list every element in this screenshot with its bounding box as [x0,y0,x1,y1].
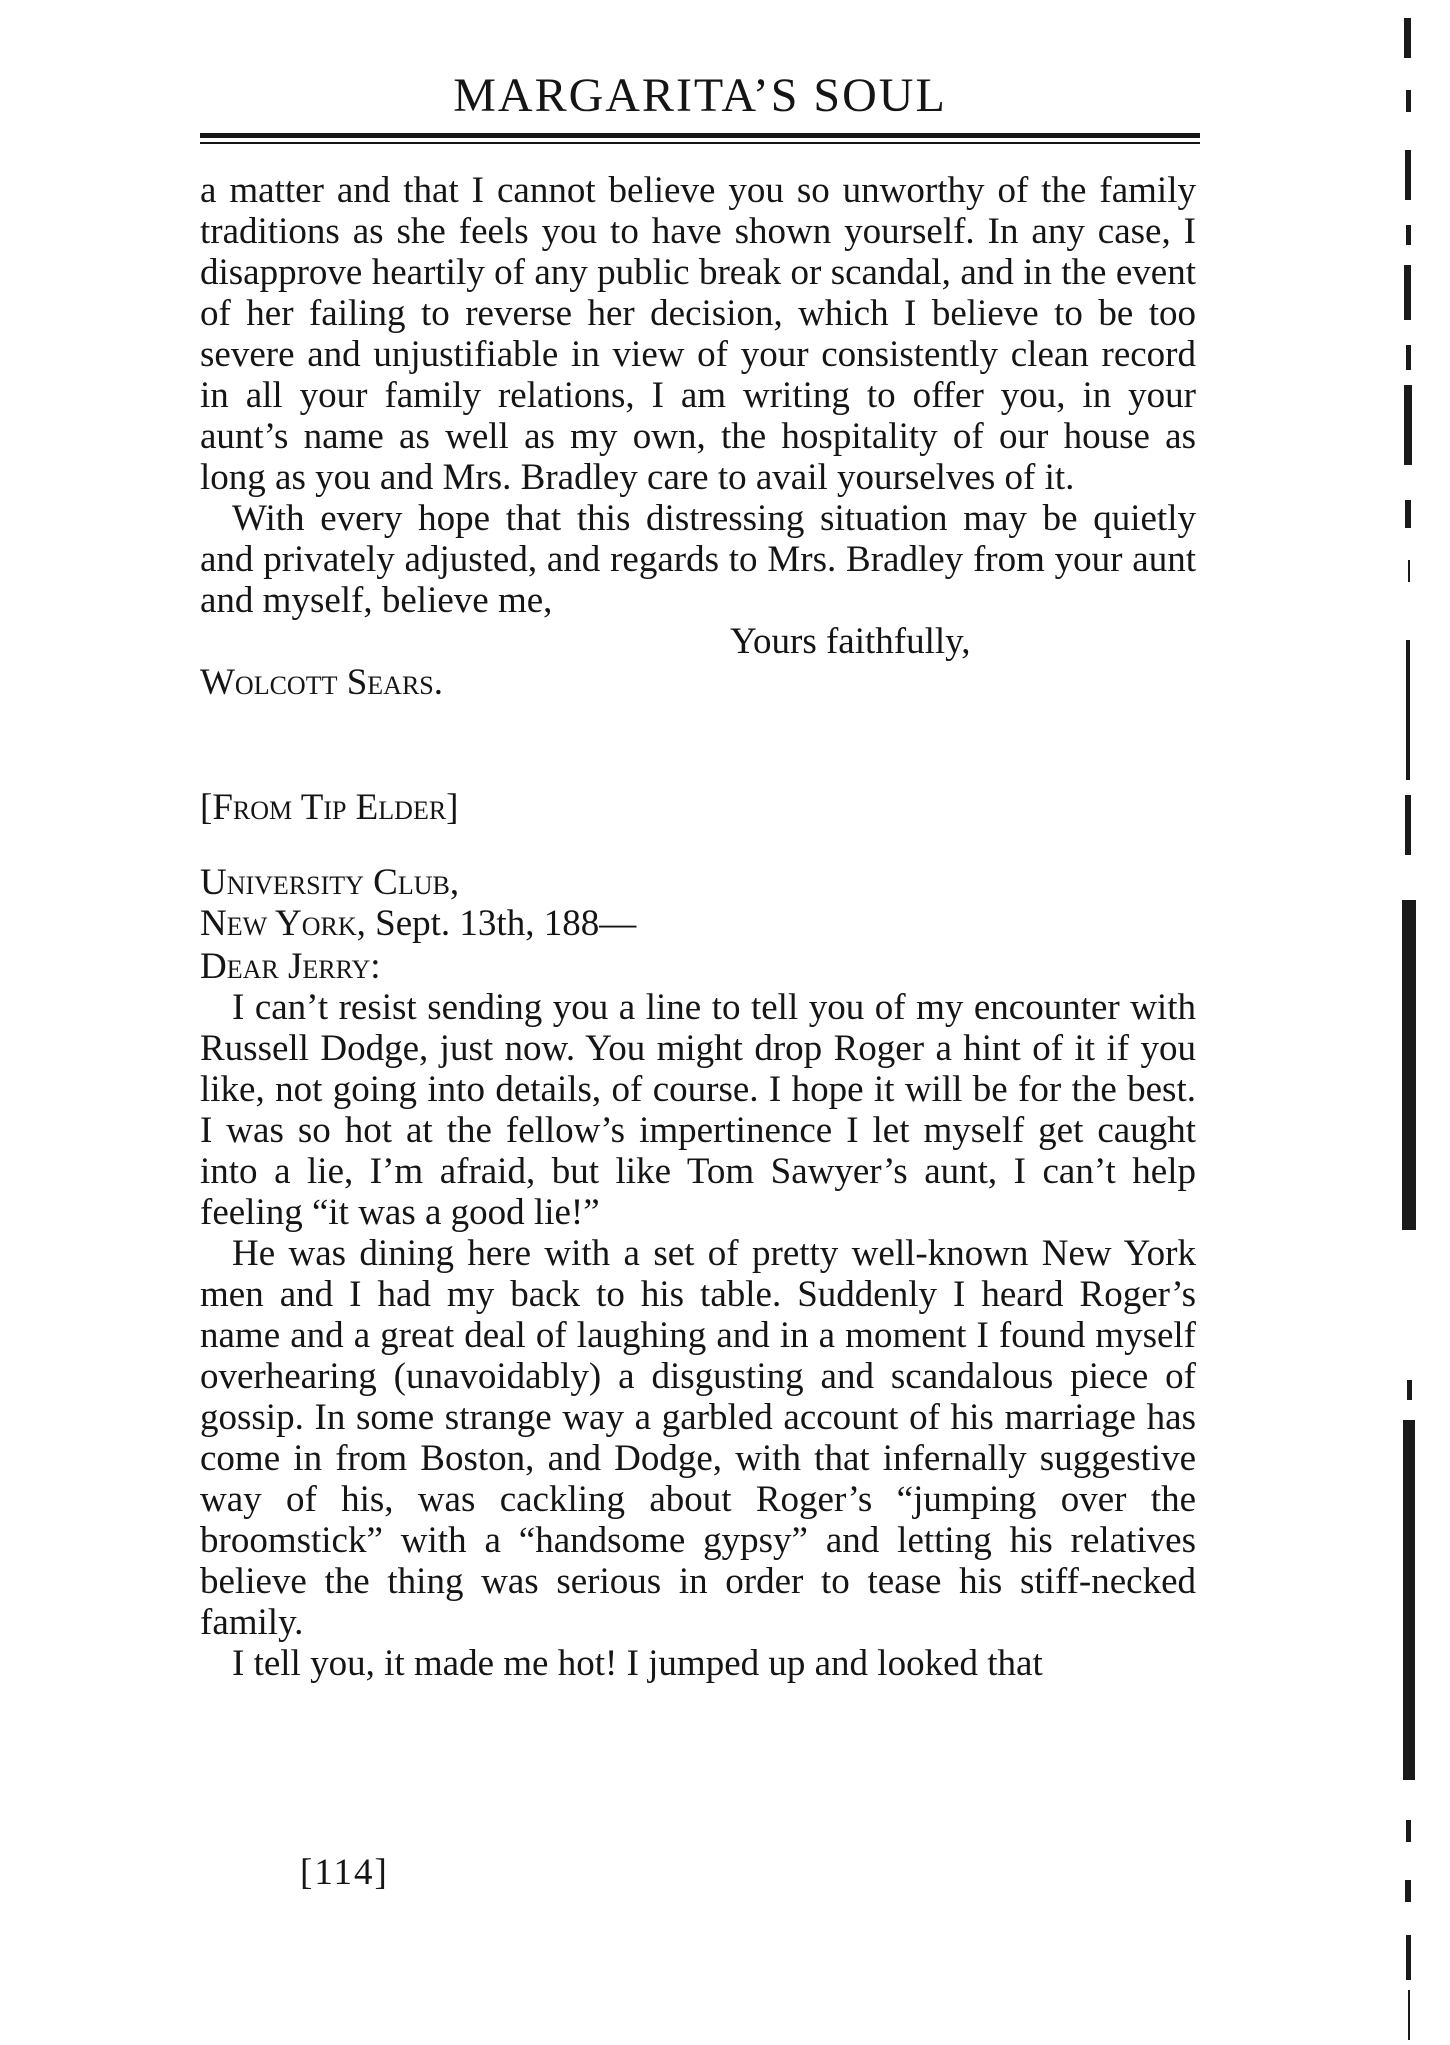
letter2-paragraph-2: He was dining here with a set of pretty well-known New York men and I had my back to his table. Suddenly I heard Roger’s name and a great deal of laughing and in a moment I found myself overhearing (unavoidably) a disgusting and scandalous piece of gossip. In some strange way a garbled account of his marriage has come in from Boston, and Dodge, with that infernally suggestive way of his, was cackling about Roger’s “jumping over the broomstick” with a “handsome gypsy” and letting his relatives believe the thing was serious in order to tease his stiff-necked family. [200,1233,1196,1643]
letter1-paragraph-2: With every hope that this distressing situation may be quietly and privately adjusted, and regards to Mrs. Bradley from your aunt and myself, believe me, [200,498,1196,621]
letter2-address-city: New York, [200,903,366,944]
letter2-salutation: Dear Jerry: [200,946,381,987]
letter1-closing: Yours faithfully, [730,621,971,662]
scan-binding-edge [1388,0,1428,2045]
letter2-heading: [From Tip Elder] [200,787,459,828]
letter2-paragraph-3: I tell you, it made me hot! I jumped up and looked that [232,1643,1043,1684]
header-rule-thin [200,142,1200,144]
page-body [200,170,1196,1684]
letter2-address-line [200,903,1196,944]
letter1-paragraph-1: a matter and that I cannot believe you so unworthy of the family traditions as she feels you to have shown yourself. In any case, I disapprove heartily of any public break or scandal, and in the event of her failing to reverse her decision, which I believe to be too severe and unjustifiable in view of your consistently clean record in all your family relations, I am writing to offer you, in your aunt’s name as well as my own, the hospitality of our house as long as you and Mrs. Bradley care to avail yourselves of it. [200,170,1196,498]
letter2-paragraph-1: I can’t resist sending you a line to tell you of my encounter with Russell Dodge, just now. You might drop Roger a hint of it if you like, not going into details, of course. I hope it will be for the best. I was so hot at the fellow’s impertinence I let myself get caught into a lie, I’m afraid, but like Tom Sawyer’s aunt, I can’t help feeling “it was a good lie!” [200,987,1196,1233]
page-number: [114] [300,1852,389,1893]
letter1-signature: Wolcott Sears. [200,662,443,703]
header-rule-thick [200,133,1200,138]
letter2-address-club: University Club, [200,862,460,903]
letter2-date: Sept. 13th, 188— [375,903,637,944]
running-header: MARGARITA’S SOUL [453,69,947,122]
